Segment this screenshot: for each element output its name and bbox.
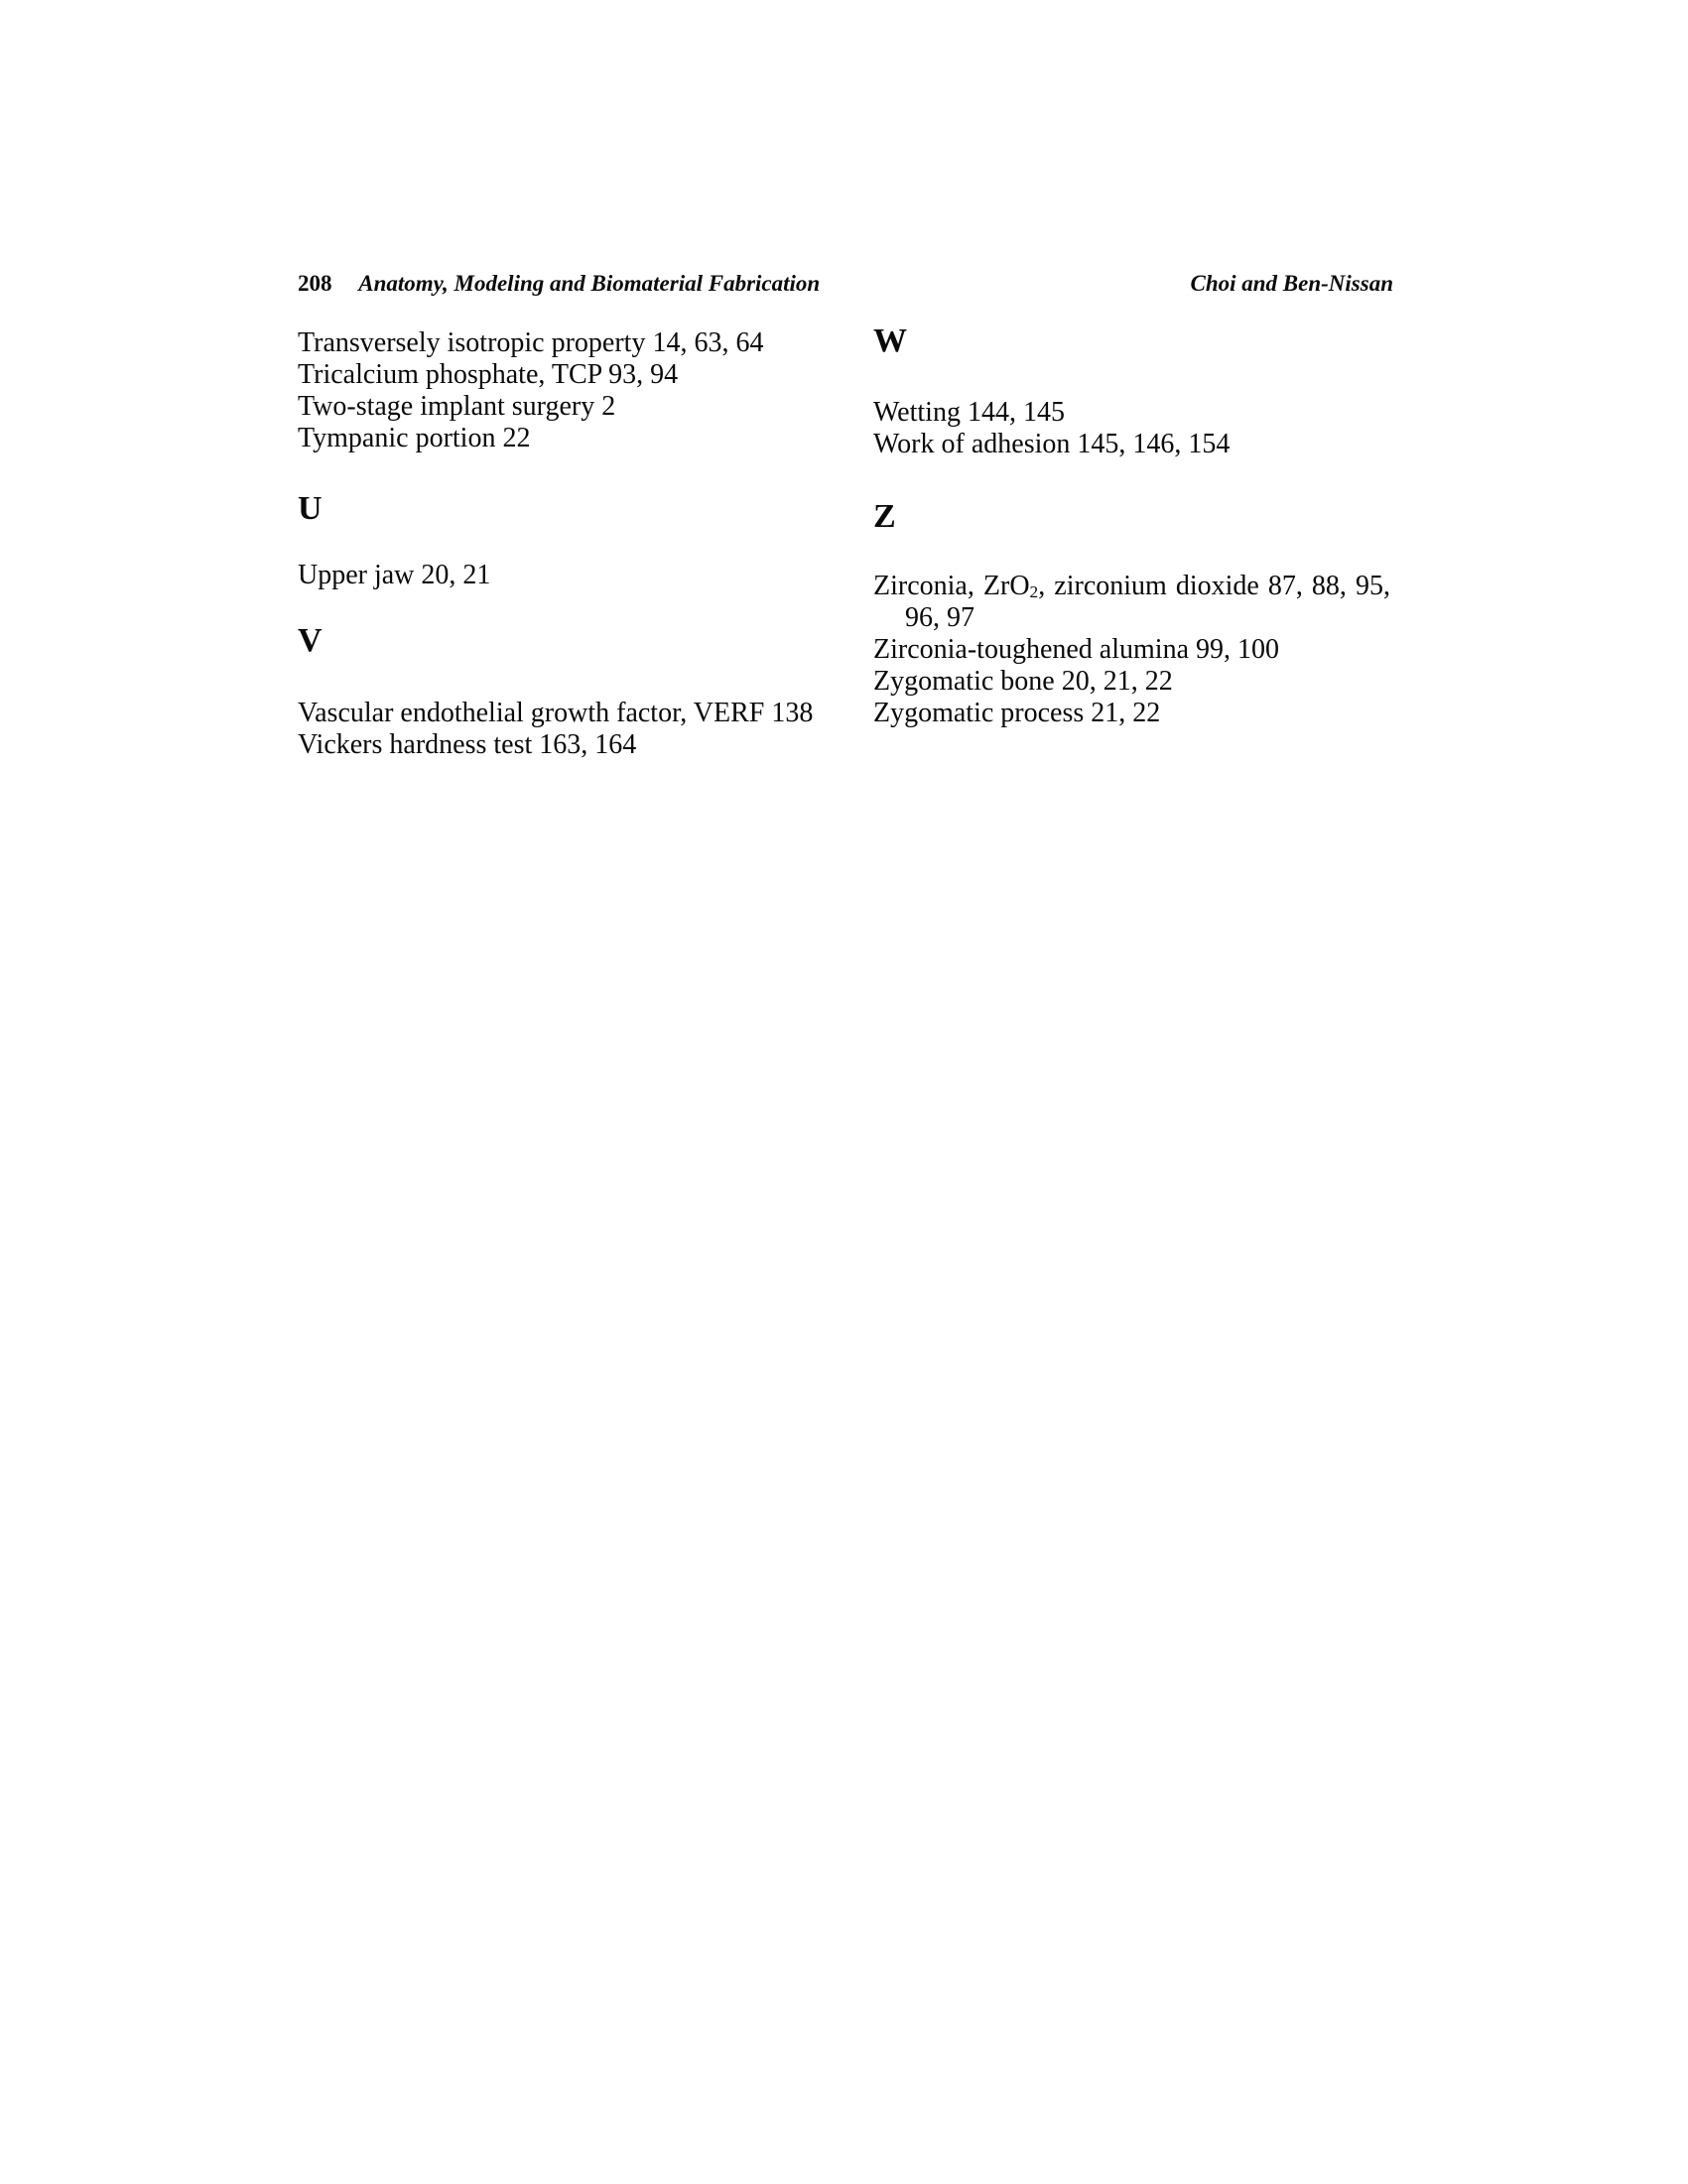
w-entries-block	[873, 397, 1390, 460]
index-entry: Upper jaw 20, 21	[298, 560, 491, 590]
index-entry-continuation: 96, 97	[905, 602, 974, 633]
authors-header: Choi and Ben-Nissan	[1190, 271, 1393, 296]
header-left	[298, 270, 820, 298]
index-entry: Zygomatic bone 20, 21, 22	[873, 666, 1173, 697]
index-entry: Two-stage implant surgery 2	[298, 391, 616, 422]
index-entry: Zirconia-toughened alumina 99, 100	[873, 634, 1279, 665]
index-entry: Tricalcium phosphate, TCP 93, 94	[298, 359, 679, 390]
section-heading-u: U	[298, 490, 323, 527]
zirconia-post-sub: , zirconium dioxide 87, 88, 95,	[1038, 571, 1390, 601]
u-entries-block	[298, 560, 784, 591]
index-entry-line1	[873, 571, 1390, 602]
z-entries-block	[873, 634, 1390, 729]
v-entries-block	[298, 698, 814, 761]
section-heading-z: Z	[873, 498, 896, 535]
index-entry: Zygomatic process 21, 22	[873, 698, 1161, 728]
zirconia-pre-sub: Zirconia, ZrO	[873, 571, 1030, 601]
index-entry: Transversely isotropic property 14, 63, 64	[298, 327, 764, 358]
zirconia-entry	[873, 571, 1390, 634]
zirconia-subscript: 2	[1029, 582, 1039, 602]
t-entries-block	[298, 327, 784, 454]
index-entry: Vascular endothelial growth factor, VERF 138	[298, 698, 814, 728]
section-heading-w: W	[873, 322, 907, 359]
index-entry: Tympanic portion 22	[298, 423, 531, 453]
index-entry: Vickers hardness test 163, 164	[298, 729, 637, 760]
running-header	[298, 270, 1393, 298]
book-title: Anatomy, Modeling and Biomaterial Fabrication	[358, 271, 821, 296]
section-heading-v: V	[298, 622, 323, 659]
page-number: 208	[298, 271, 332, 296]
index-entry: Work of adhesion 145, 146, 154	[873, 429, 1231, 459]
index-entry: Wetting 144, 145	[873, 397, 1065, 428]
